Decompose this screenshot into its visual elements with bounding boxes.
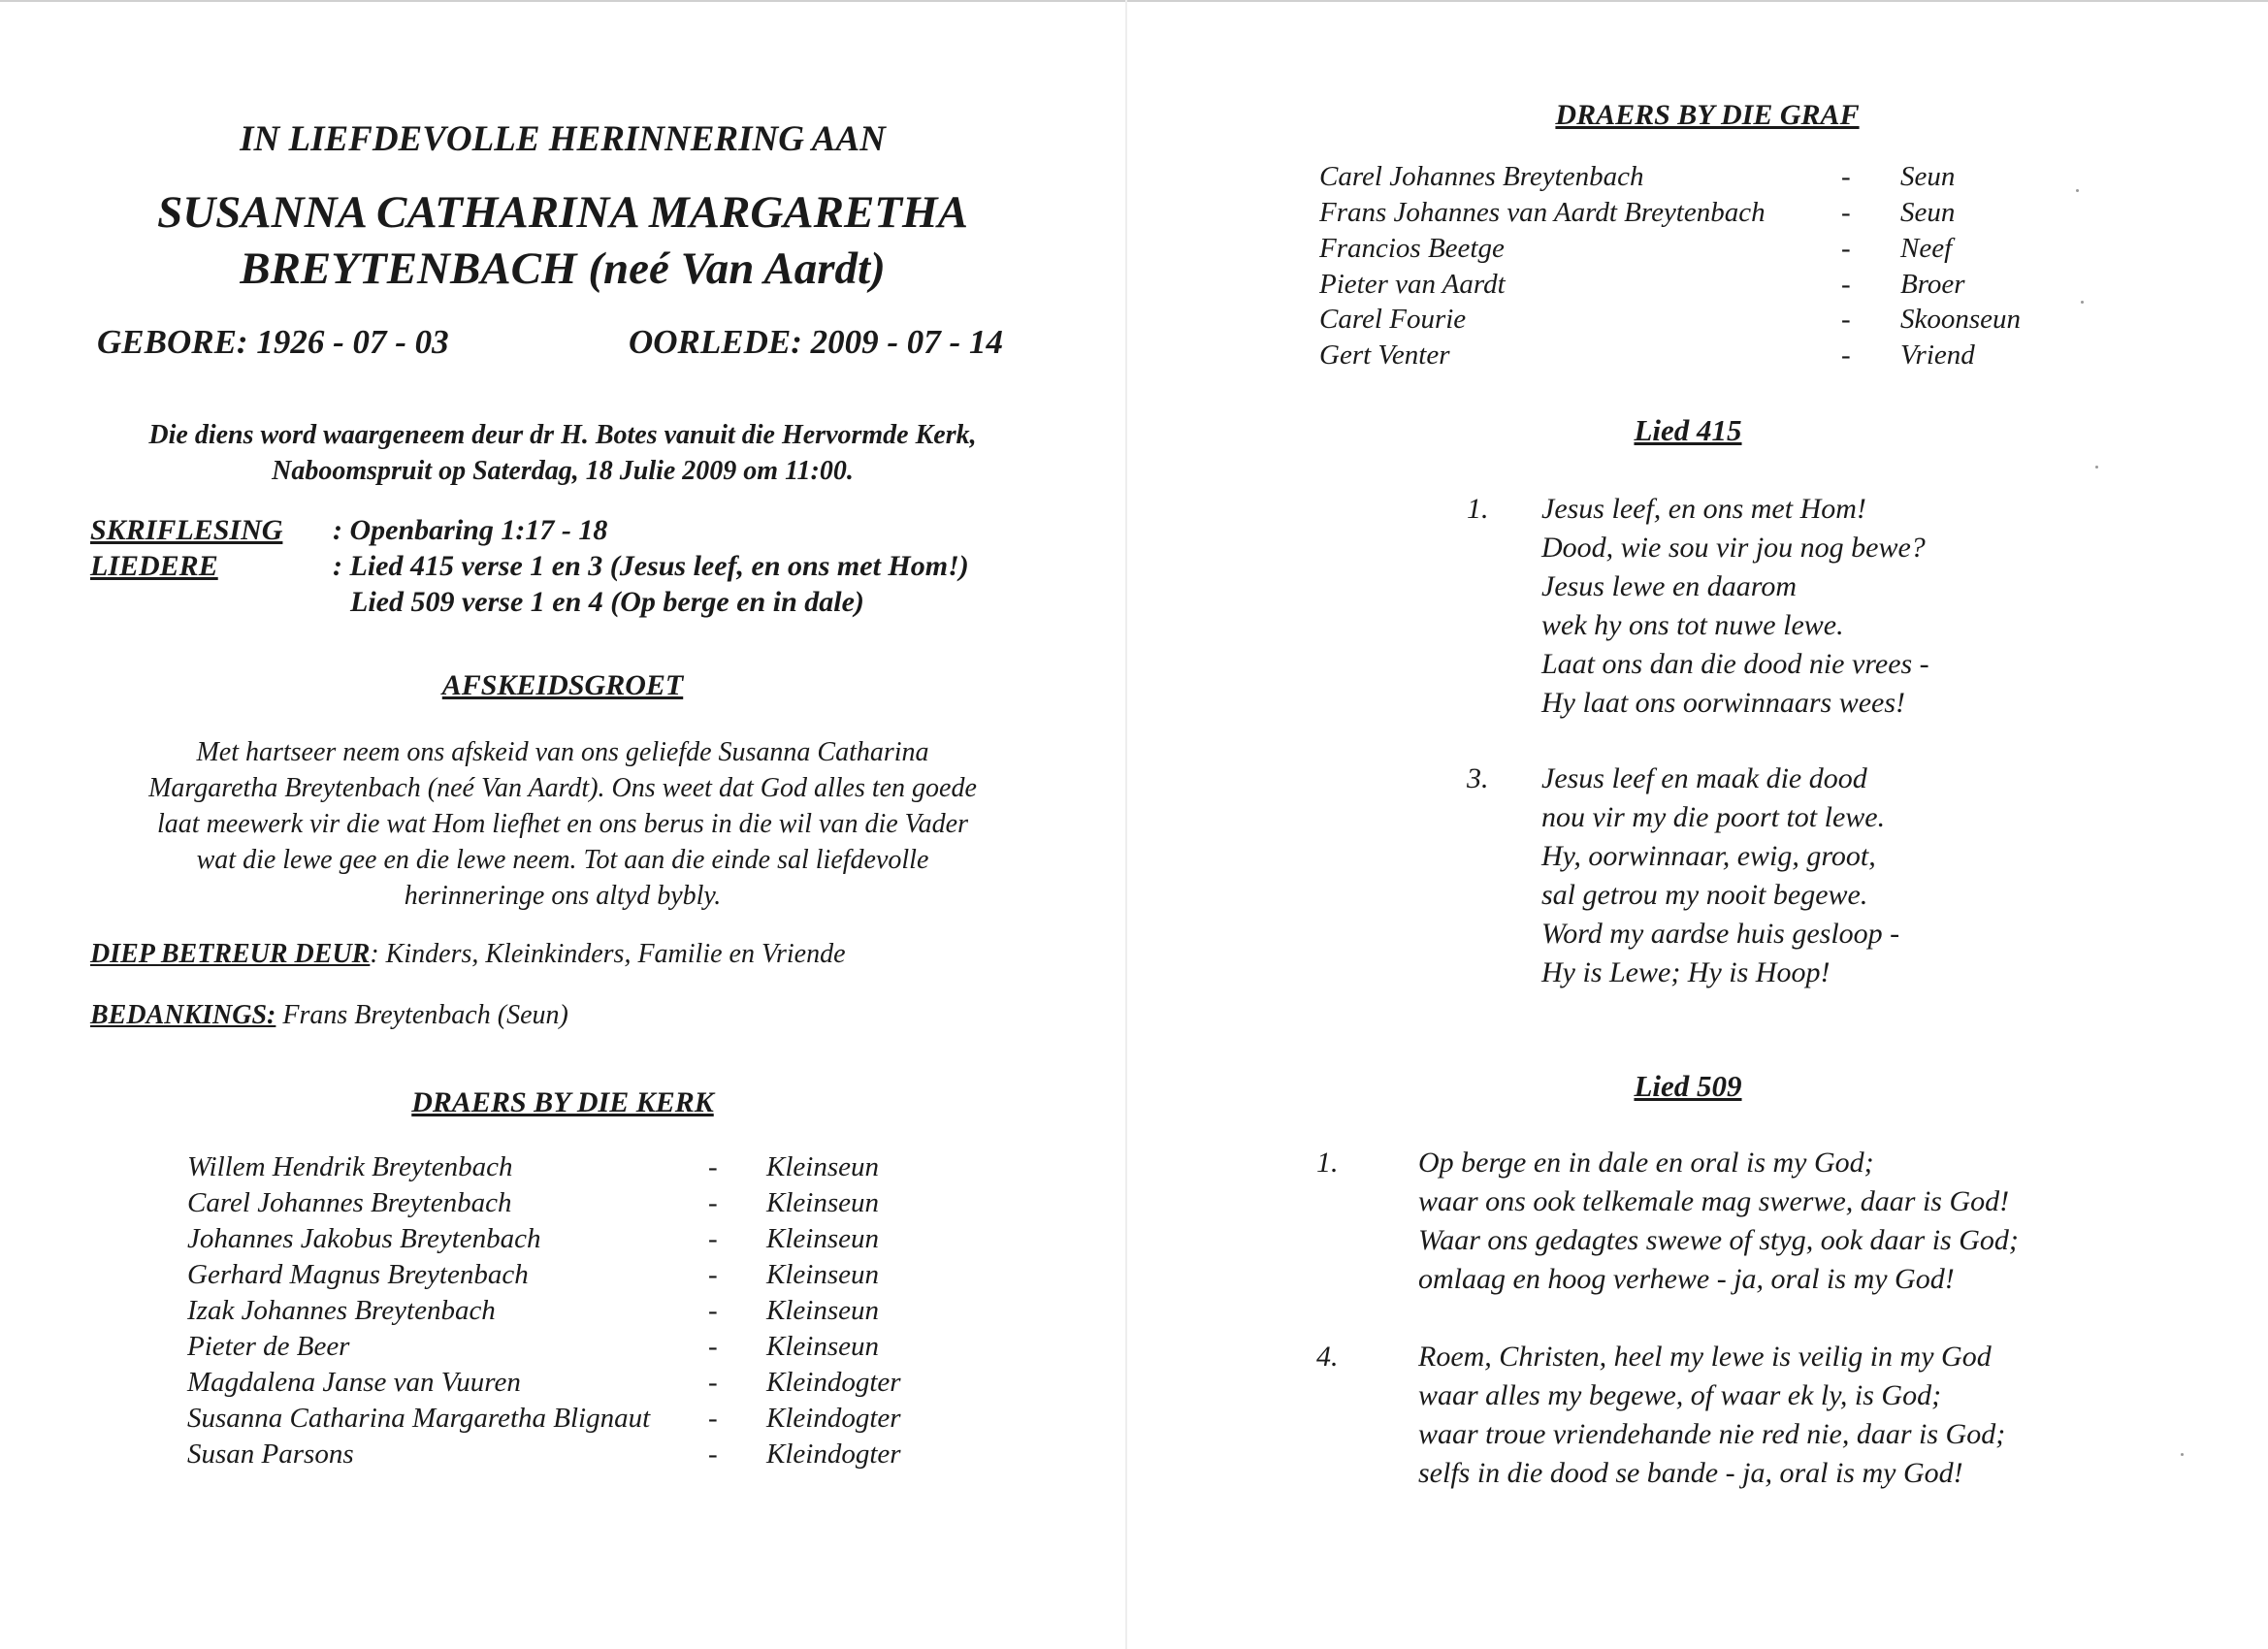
bearer-dash: -	[708, 1439, 718, 1470]
verse-number: 4.	[1316, 1341, 1339, 1373]
bearer-dash: -	[1841, 304, 1851, 335]
bearer-name: Francios Beetge	[1319, 233, 1505, 264]
scan-speck	[2095, 466, 2098, 469]
verse-line: Dood, wie sou vir jou nog bewe?	[1541, 532, 1926, 564]
grave-bearers-heading: DRAERS BY DIE GRAF	[1555, 99, 1860, 131]
bearer-dash: -	[708, 1223, 718, 1254]
farewell-line: Margaretha Breytenbach (neé Van Aardt). Ons weet dat God alles ten goede	[148, 773, 977, 803]
bearer-name: Gert Venter	[1319, 340, 1450, 371]
bearer-dash: -	[708, 1187, 718, 1218]
verse-line: waar troue vriendehande nie red nie, daar is God;	[1418, 1418, 2006, 1450]
bearer-name: Pieter van Aardt	[1319, 269, 1506, 300]
bearer-relation: Broer	[1900, 269, 1965, 300]
bearer-name: Pieter de Beer	[187, 1331, 350, 1362]
bearer-relation: Neef	[1900, 233, 1953, 264]
bearer-relation: Seun	[1900, 161, 1956, 192]
bearer-dash: -	[1841, 197, 1851, 228]
deceased-name-line-2: BREYTENBACH (neé Van Aardt)	[240, 243, 886, 294]
verse-line: omlaag en hoog verhewe - ja, oral is my God!	[1418, 1263, 1955, 1295]
bearer-relation: Kleindogter	[766, 1367, 901, 1398]
verse-number: 1.	[1467, 493, 1489, 525]
bearer-dash: -	[708, 1367, 718, 1398]
scripture-label: SKRIFLESING	[90, 514, 283, 546]
bearer-dash: -	[708, 1295, 718, 1326]
verse-line: Op berge en in dale en oral is my God;	[1418, 1147, 1874, 1179]
mourned-by-value: : Kinders, Kleinkinders, Familie en Vriende	[370, 939, 846, 969]
verse-line: Waar ons gedagtes swewe of styg, ook daar is God;	[1418, 1224, 2019, 1256]
farewell-heading: AFSKEIDSGROET	[441, 669, 684, 701]
memorial-intro: IN LIEFDEVOLLE HERINNERING AAN	[240, 119, 886, 159]
bearer-dash: -	[708, 1151, 718, 1182]
scripture-value: : Openbaring 1:17 - 18	[333, 514, 608, 546]
death-date: OORLEDE: 2009 - 07 - 14	[629, 323, 1003, 361]
bearer-name: Gerhard Magnus Breytenbach	[187, 1259, 529, 1290]
bearer-relation: Kleinseun	[766, 1295, 879, 1326]
bearer-dash: -	[708, 1403, 718, 1434]
farewell-text	[0, 734, 1125, 914]
bearer-name: Willem Hendrik Breytenbach	[187, 1151, 513, 1182]
bearer-name: Carel Fourie	[1319, 304, 1467, 335]
songs-label: LIEDERE	[90, 550, 218, 582]
hymn-415-heading: Lied 415	[1634, 413, 1742, 447]
verse-line: waar ons ook telkemale mag swerwe, daar is God!	[1418, 1185, 2010, 1217]
bearer-dash: -	[1841, 269, 1851, 300]
bearer-name: Susan Parsons	[187, 1439, 354, 1470]
bearer-relation: Kleinseun	[766, 1259, 879, 1290]
mourned-by-label: DIEP BETREUR DEUR	[90, 939, 371, 969]
farewell-line: Met hartseer neem ons afskeid van ons geliefde Susanna Catharina	[196, 737, 929, 767]
verse-line: Hy laat ons oorwinnaars wees!	[1541, 687, 1905, 719]
scan-speck	[2076, 189, 2079, 192]
bearer-relation: Seun	[1900, 197, 1956, 228]
verse-line: nou vir my die poort tot lewe.	[1541, 801, 1886, 833]
verse-line: sal getrou my nooit begewe.	[1541, 879, 1868, 911]
bearer-name: Frans Johannes van Aardt Breytenbach	[1319, 197, 1766, 228]
verse-line: Word my aardse huis gesloop -	[1541, 918, 1900, 950]
verse-line: wek hy ons tot nuwe lewe.	[1541, 609, 1844, 641]
bearer-relation: Kleinseun	[766, 1223, 879, 1254]
songs-value-2: Lied 509 verse 1 en 4 (Op berge en in dale)	[350, 586, 864, 618]
bearer-dash: -	[1841, 161, 1851, 192]
verse-number: 1.	[1316, 1147, 1339, 1179]
bearer-name: Carel Johannes Breytenbach	[1319, 161, 1644, 192]
verse-line: Hy is Lewe; Hy is Hoop!	[1541, 956, 1831, 988]
bearer-name: Izak Johannes Breytenbach	[187, 1295, 496, 1326]
bearer-relation: Kleinseun	[766, 1331, 879, 1362]
hymn-509-heading: Lied 509	[1634, 1069, 1742, 1103]
birth-date: GEBORE: 1926 - 07 - 03	[97, 323, 449, 361]
songs-value-1: : Lied 415 verse 1 en 3 (Jesus leef, en ons met Hom!)	[333, 550, 969, 582]
bearer-name: Magdalena Janse van Vuuren	[187, 1367, 521, 1398]
page-fold	[1125, 0, 1127, 1649]
bearer-relation: Skoonseun	[1900, 304, 2022, 335]
mourned-by-line	[90, 939, 846, 970]
verse-line: Jesus leef en maak die dood	[1541, 762, 1867, 794]
bearer-relation: Vriend	[1900, 340, 1975, 371]
page-top-edge	[0, 0, 2268, 2]
farewell-line: wat die lewe gee en die lewe neem. Tot aan die einde sal liefdevolle	[196, 845, 929, 875]
bearer-relation: Kleindogter	[766, 1439, 901, 1470]
service-line-1: Die diens word waargeneem deur dr H. Botes vanuit die Hervormde Kerk,	[148, 420, 977, 450]
deceased-name-line-1: SUSANNA CATHARINA MARGARETHA	[157, 187, 968, 238]
bearer-dash: -	[708, 1331, 718, 1362]
thanks-line	[90, 1000, 568, 1031]
thanks-value: Frans Breytenbach (Seun)	[275, 1000, 568, 1030]
verse-line: Jesus leef, en ons met Hom!	[1541, 493, 1866, 525]
verse-line: Jesus lewe en daarom	[1541, 570, 1797, 602]
bearer-relation: Kleinseun	[766, 1187, 879, 1218]
service-line-2: Naboomspruit op Saterdag, 18 Julie 2009 om 11:00.	[272, 456, 854, 486]
bearer-relation: Kleindogter	[766, 1403, 901, 1434]
service-details	[0, 417, 1125, 489]
bearer-name: Carel Johannes Breytenbach	[187, 1187, 512, 1218]
bearer-name: Susanna Catharina Margaretha Blignaut	[187, 1403, 651, 1434]
bearer-dash: -	[708, 1259, 718, 1290]
thanks-label: BEDANKINGS:	[90, 1000, 276, 1030]
verse-line: Roem, Christen, heel my lewe is veilig in my God	[1418, 1341, 1992, 1373]
verse-number: 3.	[1467, 762, 1489, 794]
bearer-name: Johannes Jakobus Breytenbach	[187, 1223, 541, 1254]
farewell-line: laat meewerk vir die wat Hom liefhet en ons berus in die wil van die Vader	[157, 809, 968, 839]
bearer-dash: -	[1841, 233, 1851, 264]
verse-line: Laat ons dan die dood nie vrees -	[1541, 648, 1929, 680]
scan-speck	[2181, 1453, 2184, 1456]
verse-line: waar alles my begewe, of waar ek ly, is God;	[1418, 1379, 1942, 1411]
bearer-dash: -	[1841, 340, 1851, 371]
verse-line: Hy, oorwinnaar, ewig, groot,	[1541, 840, 1876, 872]
verse-line: selfs in die dood se bande - ja, oral is my God!	[1418, 1457, 1963, 1489]
scan-speck	[2081, 301, 2084, 304]
church-bearers-heading: DRAERS BY DIE KERK	[411, 1086, 714, 1118]
farewell-line: herinneringe ons altyd bybly.	[404, 881, 722, 911]
bearer-relation: Kleinseun	[766, 1151, 879, 1182]
